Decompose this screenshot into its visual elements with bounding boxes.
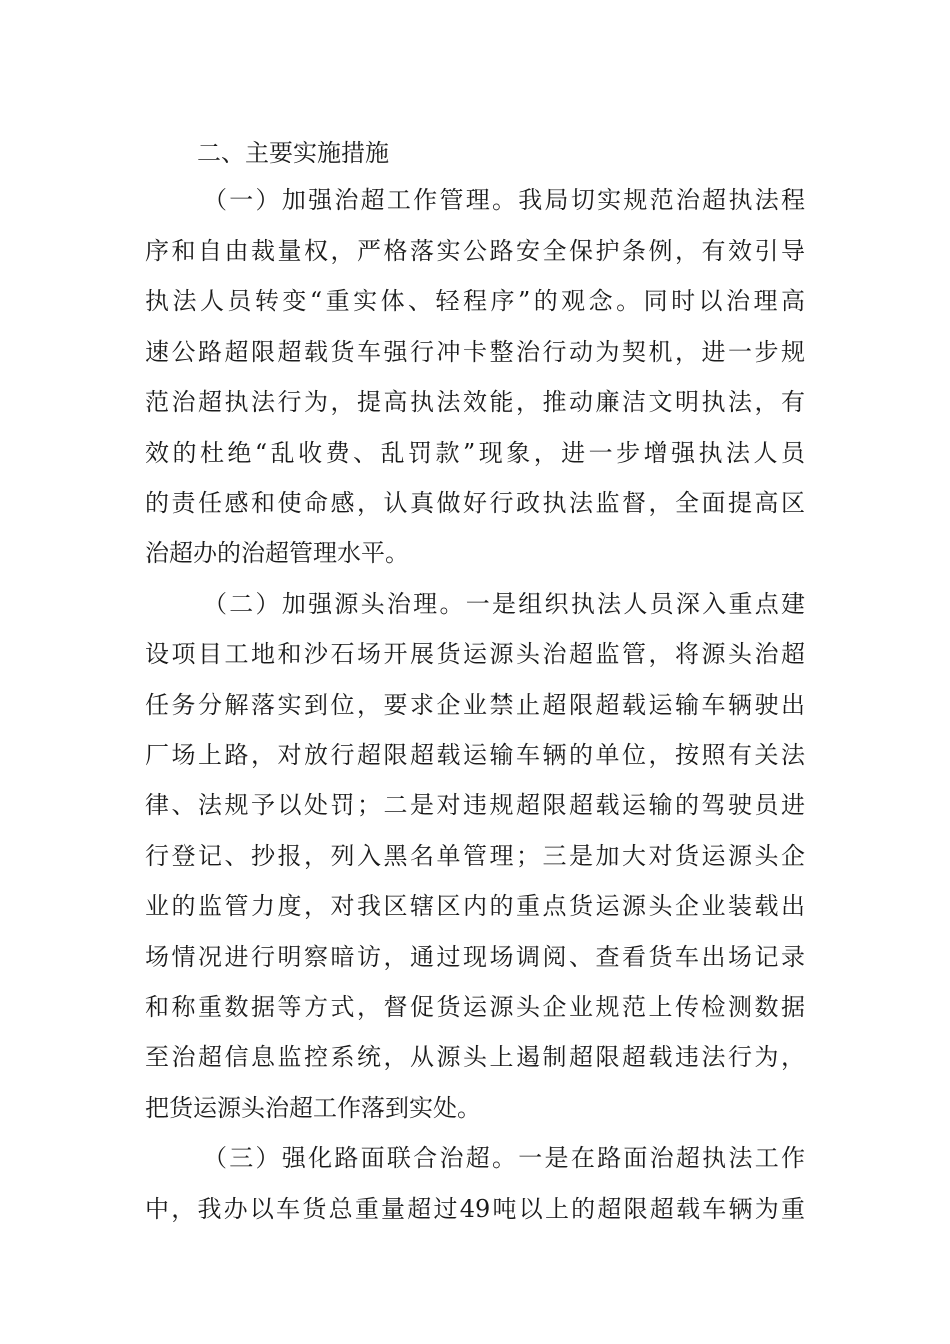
paragraph-2-line-9: 和称重数据等方式，督促货运源头企业规范上传检测数据 xyxy=(145,993,805,1021)
paragraph-3-line-2: 中，我办以车货总重量超过49吨以上的超限超载车辆为重 xyxy=(145,1195,805,1223)
paragraph-2-line-7: 业的监管力度，对我区辖区内的重点货运源头企业装载出 xyxy=(145,892,805,920)
paragraph-1-line-2: 序和自由裁量权，严格落实公路安全保护条例，有效引导 xyxy=(145,237,805,265)
paragraph-2-line-2: 设项目工地和沙石场开展货运源头治超监管，将源头治超 xyxy=(145,640,805,668)
paragraph-2-line-5: 律、法规予以处罚；二是对违规超限超载运输的驾驶员进 xyxy=(145,791,805,819)
paragraph-2-line-11: 把货运源头治超工作落到实处。 xyxy=(145,1094,481,1122)
paragraph-1-line-6: 效的杜绝“乱收费、乱罚款”现象，进一步增强执法人员 xyxy=(145,439,805,467)
paragraph-1-line-7: 的责任感和使命感，认真做好行政执法监督，全面提高区 xyxy=(145,489,805,517)
paragraph-2-line-1: （二）加强源头治理。一是组织执法人员深入重点建 xyxy=(203,590,805,618)
paragraph-1-line-5: 范治超执法行为，提高执法效能，推动廉洁文明执法，有 xyxy=(145,388,805,416)
paragraph-2-line-3: 任务分解落实到位，要求企业禁止超限超载运输车辆驶出 xyxy=(145,691,805,719)
paragraph-3-line-1: （三）强化路面联合治超。一是在路面治超执法工作 xyxy=(203,1144,805,1172)
paragraph-1-line-4: 速公路超限超载货车强行冲卡整治行动为契机，进一步规 xyxy=(145,338,805,366)
section-heading: 二、主要实施措施 xyxy=(197,139,389,167)
paragraph-2-line-8: 场情况进行明察暗访，通过现场调阅、查看货车出场记录 xyxy=(145,943,805,971)
paragraph-2-line-4: 厂场上路，对放行超限超载运输车辆的单位，按照有关法 xyxy=(145,741,805,769)
paragraph-1-line-8: 治超办的治超管理水平。 xyxy=(145,539,409,567)
paragraph-1-line-3: 执法人员转变“重实体、轻程序”的观念。同时以治理高 xyxy=(145,287,805,315)
paragraph-2-line-6: 行登记、抄报，列入黑名单管理；三是加大对货运源头企 xyxy=(145,842,805,870)
paragraph-1-line-1: （一）加强治超工作管理。我局切实规范治超执法程 xyxy=(203,186,805,214)
paragraph-2-line-10: 至治超信息监控系统，从源头上遏制超限超载违法行为， xyxy=(145,1043,805,1071)
